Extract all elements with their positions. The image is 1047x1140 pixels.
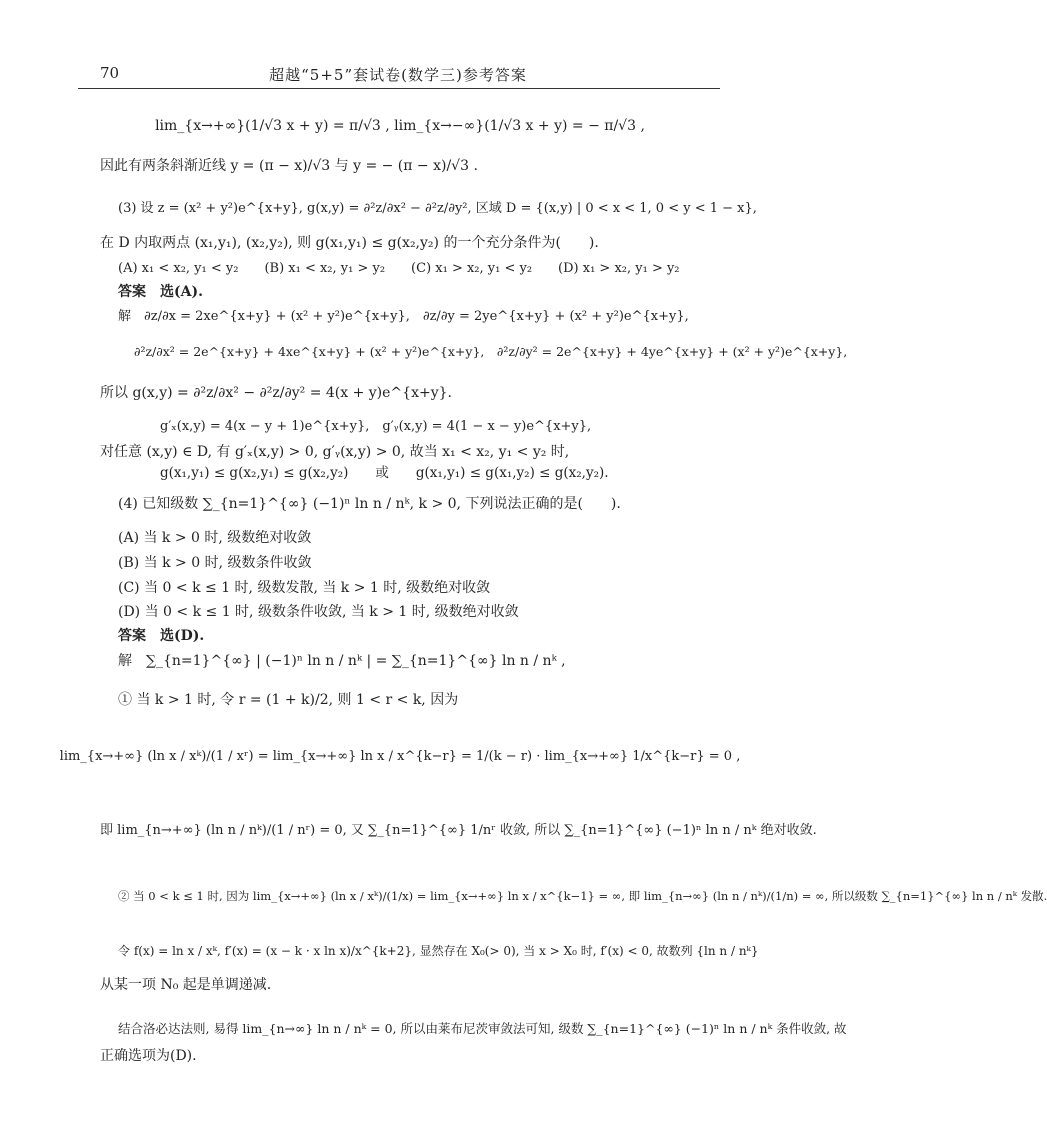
text-line-l27: 正确选项为(D). bbox=[100, 1048, 197, 1064]
text-line-l23: ② 当 0 < k ≤ 1 时, 因为 lim_{x→+∞} (ln x / xᵏ)/(1/x) = lim_{x→+∞} ln x / x^{k−1} = ∞, 即 lim_{n→∞} (ln n / nᵏ)/(1/n) = ∞, 所以级数 ∑_{n=1}^{∞} ln n / nᵏ 发散. bbox=[118, 889, 1047, 903]
text-line-l26: 结合洛必达法则, 易得 lim_{n→∞} ln n / nᵏ = 0, 所以由莱布尼茨审敛法可知, 级数 ∑_{n=1}^{∞} (−1)ⁿ ln n / nᵏ 条件收敛, 故 bbox=[118, 1021, 847, 1036]
text-line-l02: 因此有两条斜渐近线 y = (π − x)/√3 与 y = − (π − x)/√3 . bbox=[100, 158, 478, 174]
text-line-l22: 即 lim_{n→+∞} (ln n / nᵏ)/(1 / nʳ) = 0, 又 ∑_{n=1}^{∞} 1/nʳ 收敛, 所以 ∑_{n=1}^{∞} (−1)ⁿ ln n / nᵏ 绝对收敛. bbox=[100, 823, 817, 838]
text-line-l12: g(x₁,y₁) ≤ g(x₂,y₁) ≤ g(x₂,y₂) 或 g(x₁,y₁) ≤ g(x₁,y₂) ≤ g(x₂,y₂). bbox=[160, 465, 609, 481]
text-line-l14: (A) 当 k > 0 时, 级数绝对收敛 bbox=[118, 530, 312, 546]
text-line-l04: 在 D 内取两点 (x₁,y₁), (x₂,y₂), 则 g(x₁,y₁) ≤ g(x₂,y₂) 的一个充分条件为( ). bbox=[100, 235, 599, 251]
text-line-l18: 答案 选(D). bbox=[118, 628, 205, 644]
text-line-l07: 解 ∂z/∂x = 2xe^{x+y} + (x² + y²)e^{x+y}, ∂z/∂y = 2ye^{x+y} + (x² + y²)e^{x+y}, bbox=[118, 309, 689, 324]
text-line-l05: (A) x₁ < x₂, y₁ < y₂ (B) x₁ < x₂, y₁ > y₂ (C) x₁ > x₂, y₁ < y₂ (D) x₁ > x₂, y₁ > y₂ bbox=[118, 261, 680, 276]
text-line-l11: 对任意 (x,y) ∈ D, 有 g′ₓ(x,y) > 0, g′ᵧ(x,y) > 0, 故当 x₁ < x₂, y₁ < y₂ 时, bbox=[100, 444, 570, 460]
text-line-l17: (D) 当 0 < k ≤ 1 时, 级数条件收敛, 当 k > 1 时, 级数绝对收敛 bbox=[118, 604, 519, 620]
text-line-l16: (C) 当 0 < k ≤ 1 时, 级数发散, 当 k > 1 时, 级数绝对收敛 bbox=[118, 580, 491, 596]
text-line-l25: 从某一项 N₀ 起是单调递减. bbox=[100, 977, 272, 993]
text-line-l20: ① 当 k > 1 时, 令 r = (1 + k)/2, 则 1 < r < k, 因为 bbox=[118, 692, 459, 708]
header-rule bbox=[78, 88, 720, 89]
text-line-l13: (4) 已知级数 ∑_{n=1}^{∞} (−1)ⁿ ln n / nᵏ, k > 0, 下列说法正确的是( ). bbox=[118, 496, 621, 512]
running-title: 超越“5+5”套试卷(数学三)参考答案 bbox=[269, 66, 527, 84]
text-line-l03: (3) 设 z = (x² + y²)e^{x+y}, g(x,y) = ∂²z/∂x² − ∂²z/∂y², 区域 D = {(x,y) | 0 < x < 1, 0 < y < 1 − x}, bbox=[118, 201, 757, 216]
text-line-l19: 解 ∑_{n=1}^{∞} | (−1)ⁿ ln n / nᵏ | = ∑_{n=1}^{∞} ln n / nᵏ , bbox=[118, 653, 566, 669]
page-header bbox=[78, 64, 718, 84]
text-line-l01: lim_{x→+∞}(1/√3 x + y) = π/√3 , lim_{x→−∞}(1/√3 x + y) = − π/√3 , bbox=[155, 118, 645, 134]
page-number: 70 bbox=[100, 64, 120, 82]
text-line-l10: g′ₓ(x,y) = 4(x − y + 1)e^{x+y}, g′ᵧ(x,y) = 4(1 − x − y)e^{x+y}, bbox=[160, 419, 592, 434]
text-line-l15: (B) 当 k > 0 时, 级数条件收敛 bbox=[118, 555, 312, 571]
text-line-l06: 答案 选(A). bbox=[118, 284, 203, 300]
text-line-l09: 所以 g(x,y) = ∂²z/∂x² − ∂²z/∂y² = 4(x + y)e^{x+y}. bbox=[100, 385, 452, 401]
text-line-l21: lim_{x→+∞} (ln x / xᵏ)/(1 / xʳ) = lim_{x→+∞} ln x / x^{k−r} = 1/(k − r) · lim_{x→+∞} 1/x^{k−r} = 0 , bbox=[59, 749, 741, 764]
text-line-l08: ∂²z/∂x² = 2e^{x+y} + 4xe^{x+y} + (x² + y²)e^{x+y}, ∂²z/∂y² = 2e^{x+y} + 4ye^{x+y} + (x² + y²)e^{x+y}, bbox=[134, 344, 848, 359]
text-line-l24: 令 f(x) = ln x / xᵏ, f′(x) = (x − k · x ln x)/x^{k+2}, 显然存在 X₀(> 0), 当 x > X₀ 时, f′(x) < 0, 故数列 {ln n / nᵏ} bbox=[118, 944, 759, 958]
